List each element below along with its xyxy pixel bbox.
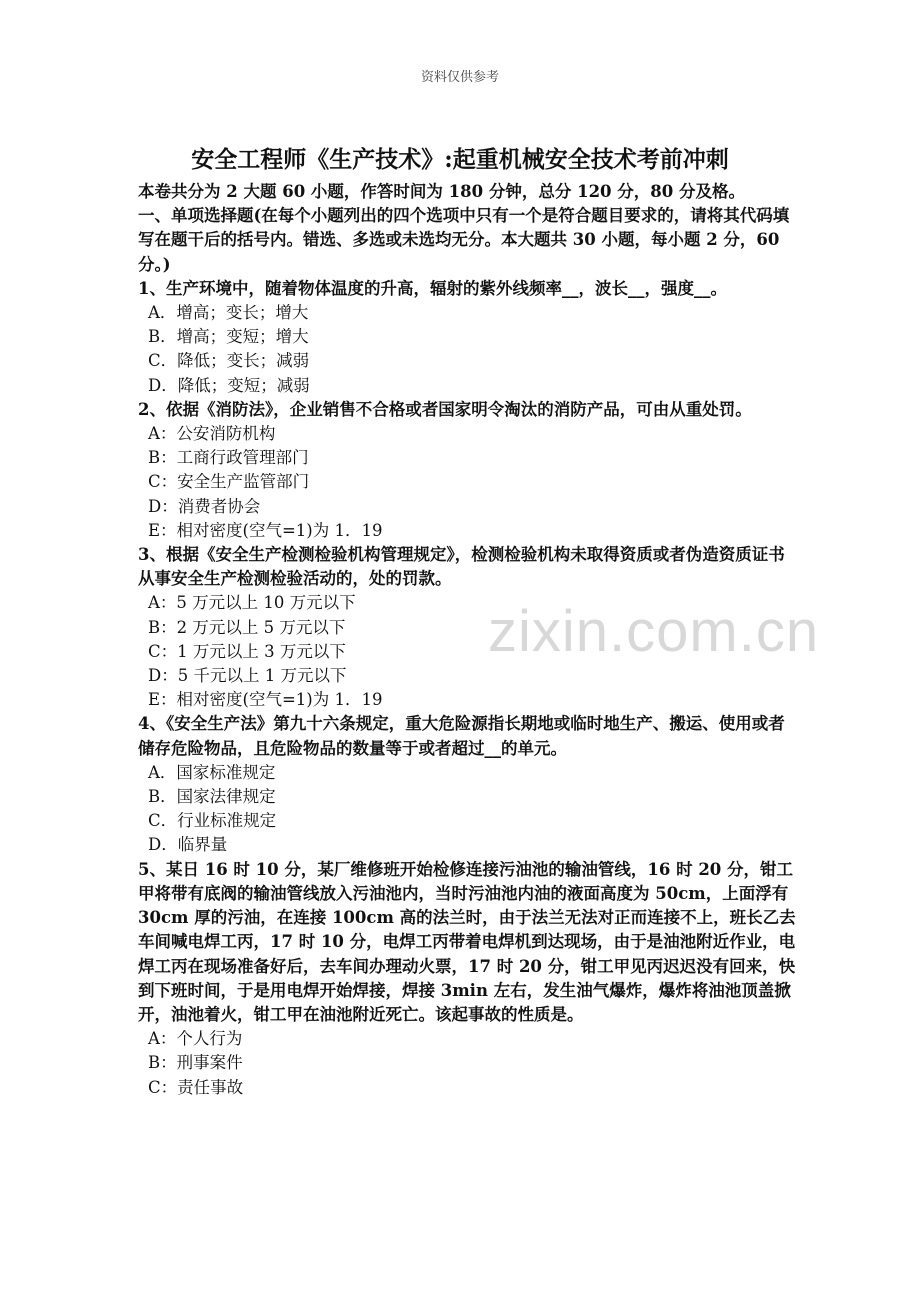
option-a: A：个人行为 — [148, 1029, 243, 1049]
option-e: E：相对密度(空气=1)为 1．19 — [148, 520, 383, 540]
header-note: 资料仅供参考 — [420, 70, 499, 85]
intro-text: 本卷共分为 2 大题 60 小题，作答时间为 180 分钟，总分 120 分，80 分及格。 — [138, 182, 745, 201]
option-c: C：责任事故 — [148, 1077, 244, 1097]
question-2 — [138, 398, 798, 543]
option-b: B．增高；变短；增大 — [148, 327, 309, 347]
option-d: D：5 千元以上 1 万元以下 — [148, 666, 347, 686]
option-b: B：刑事案件 — [148, 1053, 243, 1073]
option-c: C：安全生产监管部门 — [148, 472, 310, 492]
watermark: zixin.com.cn — [488, 599, 820, 664]
option-c: C．行业标准规定 — [148, 811, 277, 831]
option-d: D．降低；变短；减弱 — [148, 375, 310, 395]
option-b: B：工商行政管理部门 — [148, 448, 309, 468]
question-stem: 3、根据《安全生产检测检验机构管理规定》，检测检验机构未取得资质或者伪造资质证书从事安全生产检测检验活动的，处的罚款。 — [138, 545, 785, 589]
option-c: C：1 万元以上 3 万元以下 — [148, 641, 346, 661]
question-stem: 1、生产环境中，随着物体温度的升高，辐射的紫外线频率__，波长__，强度__。 — [138, 278, 727, 298]
question-stem: 4、《安全生产法》第九十六条规定，重大危险源指长期地或临时地生产、搬运、使用或者储存危险物品，且危险物品的数量等于或者超过__的单元。 — [138, 714, 785, 758]
page-title: 安全工程师《生产技术》:起重机械安全技术考前冲刺 — [191, 146, 729, 173]
option-b: B：2 万元以上 5 万元以下 — [148, 617, 346, 637]
option-a: A：公安消防机构 — [148, 424, 276, 444]
option-b: B．国家法律规定 — [148, 787, 276, 807]
option-d: D．临界量 — [148, 835, 228, 855]
option-e: E：相对密度(空气=1)为 1．19 — [148, 690, 383, 710]
option-a: A．增高；变长；增大 — [148, 303, 309, 323]
question-stem: 5、某日 16 时 10 分，某厂维修班开始检修连接污油池的输油管线，16 时 20 分，钳工甲将带有底阀的输油管线放入污油池内，当时污油池内油的液面高度为 50cm，上面浮有 30cm 厚的污油，在连接 100cm 高的法兰时，由于法兰无法对正而连接不上，班长乙去车间喊电焊工丙，17 时 10 分，电焊工丙带着电焊机到达现场，由于是油池附近作业，电焊工丙在现场准备好后，去车间办理动火票，17 时 20 分，钳工甲见丙迟迟没有回来，快到下班时间，于是用电焊开始焊接，焊接 3min 左右，发生油气爆炸，爆炸将油池顶盖掀开，油池着火，钳工甲在油池附近死亡。该起事故的性质是。 — [138, 859, 796, 1024]
question-4 — [138, 712, 798, 857]
question-1 — [138, 277, 798, 398]
option-d: D：消费者协会 — [148, 496, 261, 516]
question-5 — [138, 858, 798, 1100]
option-a: A：5 万元以上 10 万元以下 — [148, 593, 356, 613]
question-3 — [138, 543, 798, 712]
document-body — [138, 180, 798, 1100]
option-c: C．降低；变长；减弱 — [148, 351, 310, 371]
option-a: A．国家标准规定 — [148, 762, 276, 782]
section-header: 一、单项选择题(在每个小题列出的四个选项中只有一个是符合题目要求的，请将其代码填写在题干后的括号内。错选、多选或未选均无分。本大题共 30 小题，每小题 2 分，60 分。) — [138, 206, 790, 274]
question-stem: 2、依据《消防法》，企业销售不合格或者国家明令淘汰的消防产品，可由从重处罚。 — [138, 399, 752, 419]
